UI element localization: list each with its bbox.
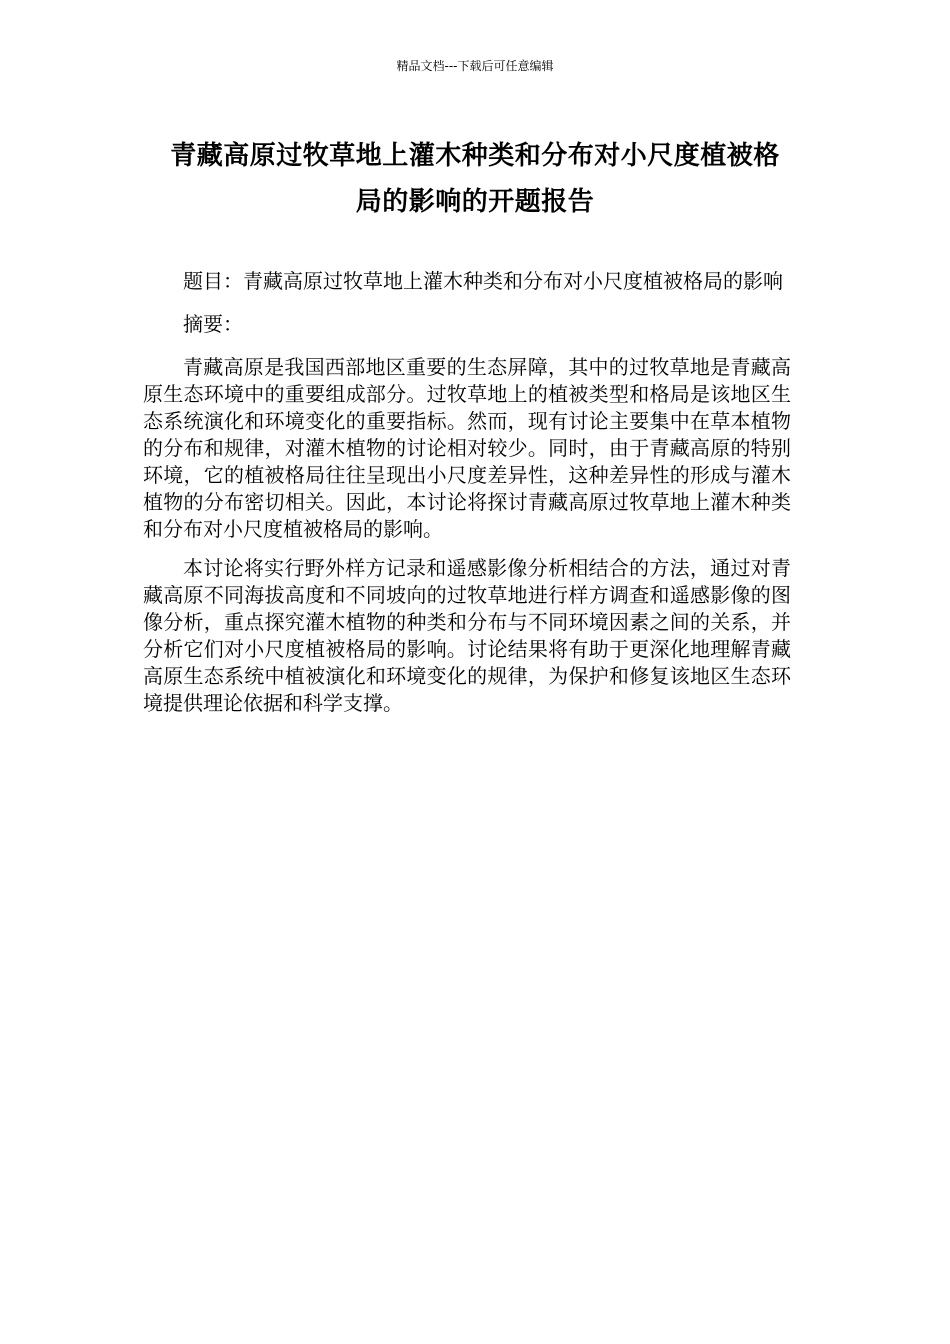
document-title: [140, 133, 810, 225]
abstract-paragraph-1: 青藏高原是我国西部地区重要的生态屏障，其中的过牧草地是青藏高原生态环境中的重要组成部分。过牧草地上的植被类型和格局是该地区生态系统演化和环境变化的重要指标。然而，现有讨论主要集中在草本植物的分布和规律，对灌木植物的讨论相对较少。同时，由于青藏高原的特别环境，它的植被格局往往呈现出小尺度差异性，这种差异性的形成与灌木植物的分布密切相关。因此，本讨论将探讨青藏高原过牧草地上灌木种类和分布对小尺度植被格局的影响。: [143, 355, 791, 541]
document-title-line-1: 青藏高原过牧草地上灌木种类和分布对小尺度植被格: [170, 141, 780, 171]
document-title-line-2: 局的影响的开题报告: [355, 187, 595, 217]
abstract-paragraph-2: 本讨论将实行野外样方记录和遥感影像分析相结合的方法，通过对青藏高原不同海拔高度和不同坡向的过牧草地进行样方调查和遥感影像的图像分析，重点探究灌木植物的种类和分布与不同环境因素之间的关系，并分析它们对小尺度植被格局的影响。讨论结果将有助于更深化地理解青藏高原生态系统中植被演化和环境变化的规律，为保护和修复该地区生态环境提供理论依据和科学支撑。: [143, 556, 791, 715]
abstract-label: 摘要：: [183, 312, 243, 336]
document-body: [143, 268, 791, 729]
subject-line: 题目：青藏高原过牧草地上灌木种类和分布对小尺度植被格局的影响: [183, 269, 783, 293]
header-note: 精品文档---下载后可任意编辑: [396, 59, 554, 73]
